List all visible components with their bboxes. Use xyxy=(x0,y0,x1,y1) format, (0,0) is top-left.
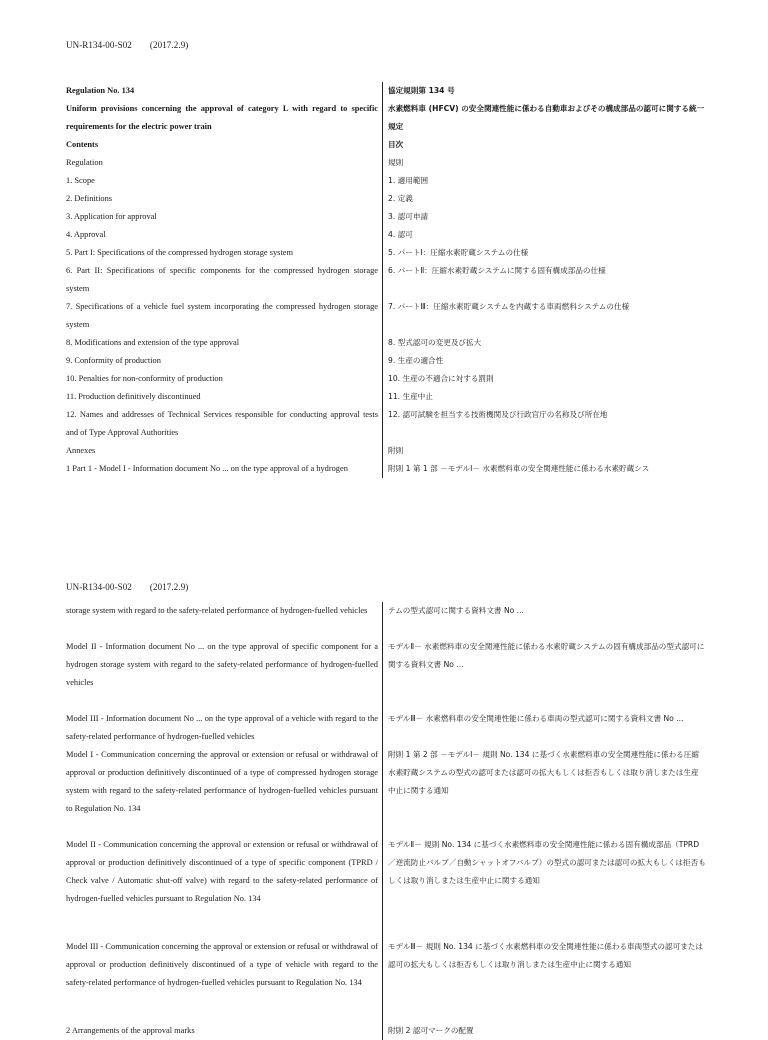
table-row xyxy=(62,406,710,442)
document-id: UN-R134-00-S02 xyxy=(66,582,132,592)
table-row xyxy=(62,602,710,620)
japanese-text: 目次 xyxy=(388,140,404,149)
english-text: 5. Part I: Specifications of the compressed hydrogen storage system xyxy=(62,244,383,262)
bilingual-table-page-2 xyxy=(62,602,710,1040)
english-text: Model I - Communication concerning the approval or extension or refusal or withdrawal of approval or production definitively discontinued of a type of compressed hydrogen storage system with regard to the safety-related performance of hydrogen-fuelled vehicles pursuant to Regulation No. 134 xyxy=(62,746,383,818)
table-row xyxy=(62,992,710,1040)
english-text: Model III - Communication concerning the approval or extension or refusal or withdrawal of approval or production definitively discontinued of a type of vehicle with regard to the safety-related performance of hydrogen-fuelled vehicles pursuant to Regulation No. 134 xyxy=(62,908,383,992)
japanese-text: 4. 認可 xyxy=(388,230,413,239)
japanese-text: 3. 認可申請 xyxy=(388,212,429,221)
japanese-text: 11. 生産中止 xyxy=(388,392,433,401)
english-text: Model II - Information document No ... on the type approval of specific component for a hydrogen storage system with regard to the safety-related performance of hydrogen-fuelled vehicles xyxy=(62,620,383,692)
table-row xyxy=(62,172,710,190)
table-row xyxy=(62,442,710,460)
japanese-text: 5. パートⅠ：圧縮水素貯蔵システムの仕様 xyxy=(388,248,529,257)
english-text: 8. Modifications and extension of the type approval xyxy=(62,334,383,352)
table-row xyxy=(62,460,710,478)
english-text: 10. Penalties for non-conformity of production xyxy=(62,370,383,388)
japanese-text: 協定規則第 134 号 xyxy=(388,86,455,95)
english-text: 1. Scope xyxy=(62,172,383,190)
english-text: 1 Part 1 - Model I - Information document No ... on the type approval of a hydrogen xyxy=(62,460,383,478)
japanese-text: テムの型式認可に関する資料文書 No ... xyxy=(388,606,524,615)
japanese-text: 附則 1 第 1 部 －モデルⅠ－ 水素燃料車の安全関連性能に係わる水素貯蔵シス xyxy=(388,464,650,473)
english-text: 11. Production definitively discontinued xyxy=(62,388,383,406)
english-text: 3. Application for approval xyxy=(62,208,383,226)
japanese-text: 10. 生産の不適合に対する罰則 xyxy=(388,374,494,383)
japanese-text: 12. 認可試験を担当する技術機関及び行政官庁の名称及び所在地 xyxy=(388,410,608,419)
english-text: 2. Definitions xyxy=(62,190,383,208)
table-row xyxy=(62,388,710,406)
japanese-text: 6. パートⅡ：圧縮水素貯蔵システムに関する固有構成部品の仕様 xyxy=(388,266,606,275)
document-date: (2017.2.9) xyxy=(149,582,189,592)
english-text: storage system with regard to the safety-related performance of hydrogen-fuelled vehicles xyxy=(62,602,383,620)
japanese-text: モデルⅢ－ 水素燃料車の安全関連性能に係わる車両の型式認可に関する資料文書 No ... xyxy=(388,714,684,723)
japanese-text: 1. 適用範囲 xyxy=(388,176,429,185)
english-text: Model III - Information document No ... on the type approval of a vehicle with regard to the safety-related performance of hydrogen-fuelled vehicles xyxy=(62,692,383,746)
english-text: 6. Part II: Specifications of specific components for the compressed hydrogen storage system xyxy=(62,262,383,298)
english-text: 9. Conformity of production xyxy=(62,352,383,370)
japanese-text: 附則 xyxy=(388,446,404,455)
table-row xyxy=(62,818,710,908)
japanese-text: 附則 1 第 2 部 －モデルⅠ－ 規則 No. 134 に基づく水素燃料車の安全関連性能に係わる圧縮水素貯蔵システムの型式の認可または認可の拡大もしくは拒否もしくは取り消しまたは生産中止に関する通知 xyxy=(388,750,699,795)
japanese-text: 水素燃料車 (HFCV) の安全関連性能に係わる自動車およびその構成部品の認可に関する統一規定 xyxy=(388,104,705,131)
table-row xyxy=(62,136,710,154)
english-text: Regulation No. 134 xyxy=(62,82,383,100)
english-text: Uniform provisions concerning the approval of category L with regard to specific requirements for the electric power train xyxy=(62,100,383,136)
table-row xyxy=(62,100,710,136)
english-text: Regulation xyxy=(62,154,383,172)
japanese-text: モデルⅡ－ 規則 No. 134 に基づく水素燃料車の安全関連性能に係わる固有構成部品（TPRD／逆流防止バルブ／自動シャットオフバルブ）の型式の認可または認可の拡大もしくは拒否もしくは取り消しまたは生産中止に関する通知 xyxy=(388,840,706,885)
table-row xyxy=(62,370,710,388)
japanese-text: 2. 定義 xyxy=(388,194,413,203)
table-row xyxy=(62,352,710,370)
english-text: Annexes xyxy=(62,442,383,460)
japanese-text: 8. 型式認可の変更及び拡大 xyxy=(388,338,482,347)
english-text: 12. Names and addresses of Technical Services responsible for conducting approval tests and of Type Approval Authorities xyxy=(62,406,383,442)
english-text: 2 Arrangements of the approval marks xyxy=(62,992,383,1040)
japanese-text: 7. パートⅢ：圧縮水素貯蔵システムを内蔵する車両燃料システムの仕様 xyxy=(388,302,630,311)
table-row xyxy=(62,82,710,100)
table-row xyxy=(62,208,710,226)
japanese-text: モデルⅡ－ 水素燃料車の安全関連性能に係わる水素貯蔵システムの固有構成部品の型式認可に関する資料文書 No ... xyxy=(388,642,705,669)
table-row xyxy=(62,746,710,818)
table-row xyxy=(62,262,710,298)
japanese-text: モデルⅢ－ 規則 No. 134 に基づく水素燃料車の安全関連性能に係わる車両型式の認可または認可の拡大もしくは拒否もしくは取り消しまたは生産中止に関する通知 xyxy=(388,942,703,969)
page-header xyxy=(66,40,188,50)
page-header-2 xyxy=(66,582,188,592)
english-text: Contents xyxy=(62,136,383,154)
table-row xyxy=(62,190,710,208)
table-row xyxy=(62,226,710,244)
japanese-text: 9. 生産の適合性 xyxy=(388,356,444,365)
english-text: Model II - Communication concerning the approval or extension or refusal or withdrawal of approval or production definitively discontinued of a type of specific component (TPRD / Check valve / Automatic shut-off valve) with regard to the safety-related performance of hydrogen-fuelled vehicles pursuant to Regulation No. 134 xyxy=(62,818,383,908)
bilingual-table-page-1 xyxy=(62,82,710,478)
table-row xyxy=(62,908,710,992)
table-row xyxy=(62,620,710,692)
japanese-text: 規則 xyxy=(388,158,404,167)
english-text: 7. Specifications of a vehicle fuel system incorporating the compressed hydrogen storage system xyxy=(62,298,383,334)
document-id: UN-R134-00-S02 xyxy=(66,40,132,50)
english-text: 4. Approval xyxy=(62,226,383,244)
table-row xyxy=(62,334,710,352)
table-row xyxy=(62,298,710,334)
japanese-text: 附則 2 認可マークの配置 xyxy=(388,1026,474,1035)
document-date: (2017.2.9) xyxy=(149,40,189,50)
table-row xyxy=(62,692,710,746)
table-row xyxy=(62,244,710,262)
table-row xyxy=(62,154,710,172)
